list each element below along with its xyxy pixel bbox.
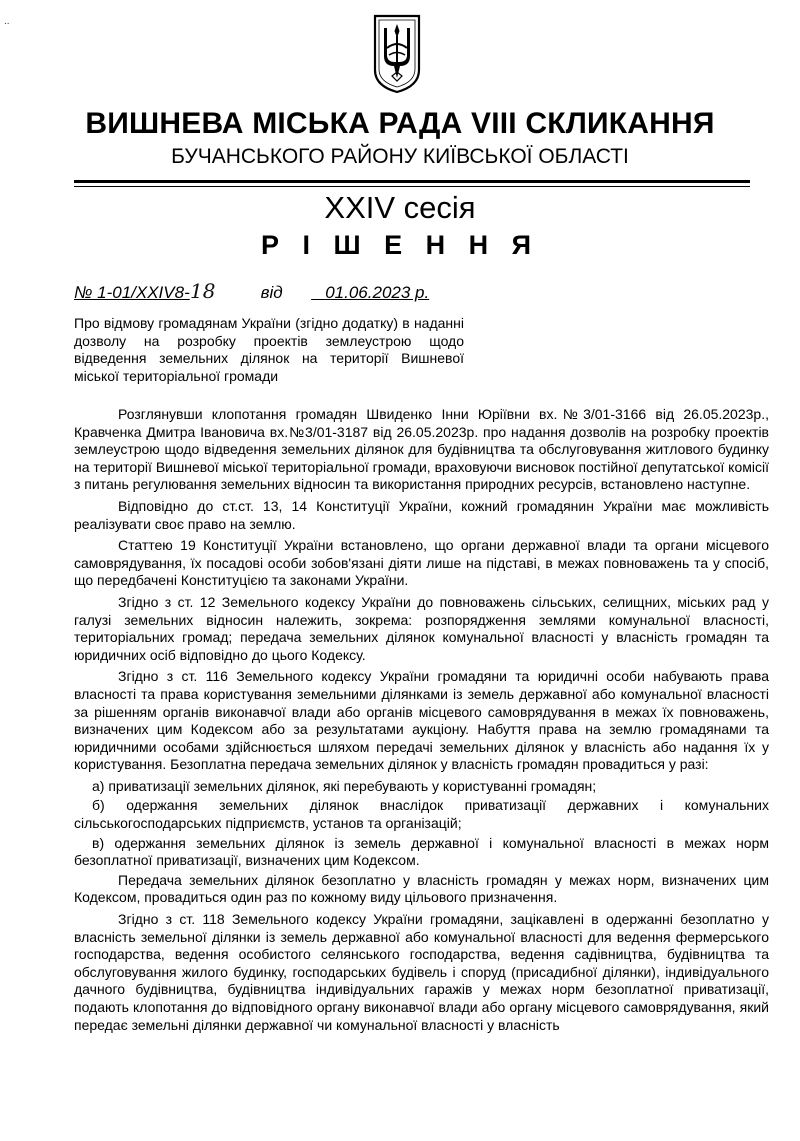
list-item: а) приватизації земельних ділянок, які перебувають у користуванні громадян; — [92, 777, 597, 794]
decision-number-line — [74, 279, 429, 303]
decision-date: 01.06.2023 р. — [325, 283, 430, 302]
body-paragraph: Згідно з ст. 116 Земельного кодексу України громадяни та юридичні особи набувають права власності та права користування земельними ділянками із земель державної або комунальної власності за рішенням органів виконавчої влади або органів місцевого самоврядування в межах їх повноважень, визначених цим Кодексом або за результатами аукціону. Набуття права на землю громадянами та юридичними особами здійснюється шляхом передачі земельних ділянок у власність або надання їх у користування. Безоплатна передача земельних ділянок у власність громадян провадиться у разі: — [74, 668, 769, 773]
header-rule-thin — [74, 186, 750, 187]
decision-subject: Про відмову громадянам України (згідно додатку) в наданні дозволу на розробку проектів землеустрою щодо відведення земельних ділянок на території Вишневої міської територіальної громади — [74, 315, 464, 384]
decision-number-handwritten: 18 — [190, 279, 216, 303]
list-item: б) одержання земельних ділянок внаслідок приватизації державних і комунальних сільськогосподарських підприємств, установ та організацій; — [74, 797, 769, 832]
trident-coat-of-arms-icon — [372, 14, 422, 94]
session-title: XXIV сесія — [324, 190, 476, 225]
corner-mark: .. — [4, 16, 10, 27]
date-label: від — [260, 283, 283, 302]
body-paragraph: Статтею 19 Конституції України встановлено, що органи державної влади та органи місцевого самоврядування, їх посадові особи зобов'язані діяти лише на підставі, в межах повноважень та у спосіб, що передбачені Конституцією та законами України. — [74, 537, 769, 589]
body-paragraph: Відповідно до ст.ст. 13, 14 Конституції України, кожний громадянин України має можливість реалізувати своє право на землю. — [74, 497, 769, 532]
body-paragraph: Згідно з ст. 12 Земельного кодексу України до повноважень сільських, селищних, міських рад у галузі земельних відносин належить, зокрема: розпорядження землями комунальної власності, територіальних громад; передача земельних ділянок комунальної власності у власність громадян та юридичних осіб відповідно до цього Кодексу. — [74, 593, 769, 663]
decision-title: Р І Ш Е Н Н Я — [260, 230, 540, 260]
body-paragraph: Згідно з ст. 118 Земельного кодексу України громадяни, зацікавлені в одержанні безоплатно у власність земельної ділянки із земель державної або комунальної власності для ведення фермерського господарства, ведення особистого селянського господарства, ведення садівництва, будівництва та обслуговування жилого будинку, господарських будівель і споруд (присадибної ділянки), індивідуального дачного будівництва, будівництва індивідуальних гаражів у межах норм безоплатної приватизації, подають клопотання до відповідного органу виконавчої влади або органу місцевого самоврядування, який передає земельні ділянки державної чи комунальної власності у власність — [74, 911, 769, 1033]
header-rule-thick — [74, 180, 750, 183]
district-subtitle: БУЧАНСЬКОГО РАЙОНУ КИЇВСЬКОЇ ОБЛАСТІ — [171, 145, 629, 168]
decision-number-prefix: № 1-01/XXIV8- — [74, 283, 190, 302]
list-item: в) одержання земельних ділянок із земель державної і комунальної власності в межах норм безоплатної приватизації, визначених цим Кодексом. — [74, 834, 769, 869]
council-title: ВИШНЕВА МІСЬКА РАДА VIII СКЛИКАННЯ — [85, 107, 715, 140]
decision-body — [74, 406, 769, 1038]
body-paragraph: Передача земельних ділянок безоплатно у власність громадян у межах норм, визначених цим Кодексом, провадиться один раз по кожному виду цільового призначення. — [74, 871, 769, 906]
body-paragraph: Розглянувши клопотання громадян Швиденко Інни Юріївни вх.№3/01-3166 від 26.05.2023р., Кравченка Дмитра Івановича вх.№3/01-3187 від 26.05.2023р. про надання дозволів на розробку проектів землеустрою щодо відведення земельних ділянок для будівництва та обслуговування житлового будинку на території Вишневої міської територіальної громади, враховуючи висновок постійної депутатської комісії з питань регулювання земельних відносин та використання природних ресурсів, встановлено наступне. — [74, 406, 769, 493]
